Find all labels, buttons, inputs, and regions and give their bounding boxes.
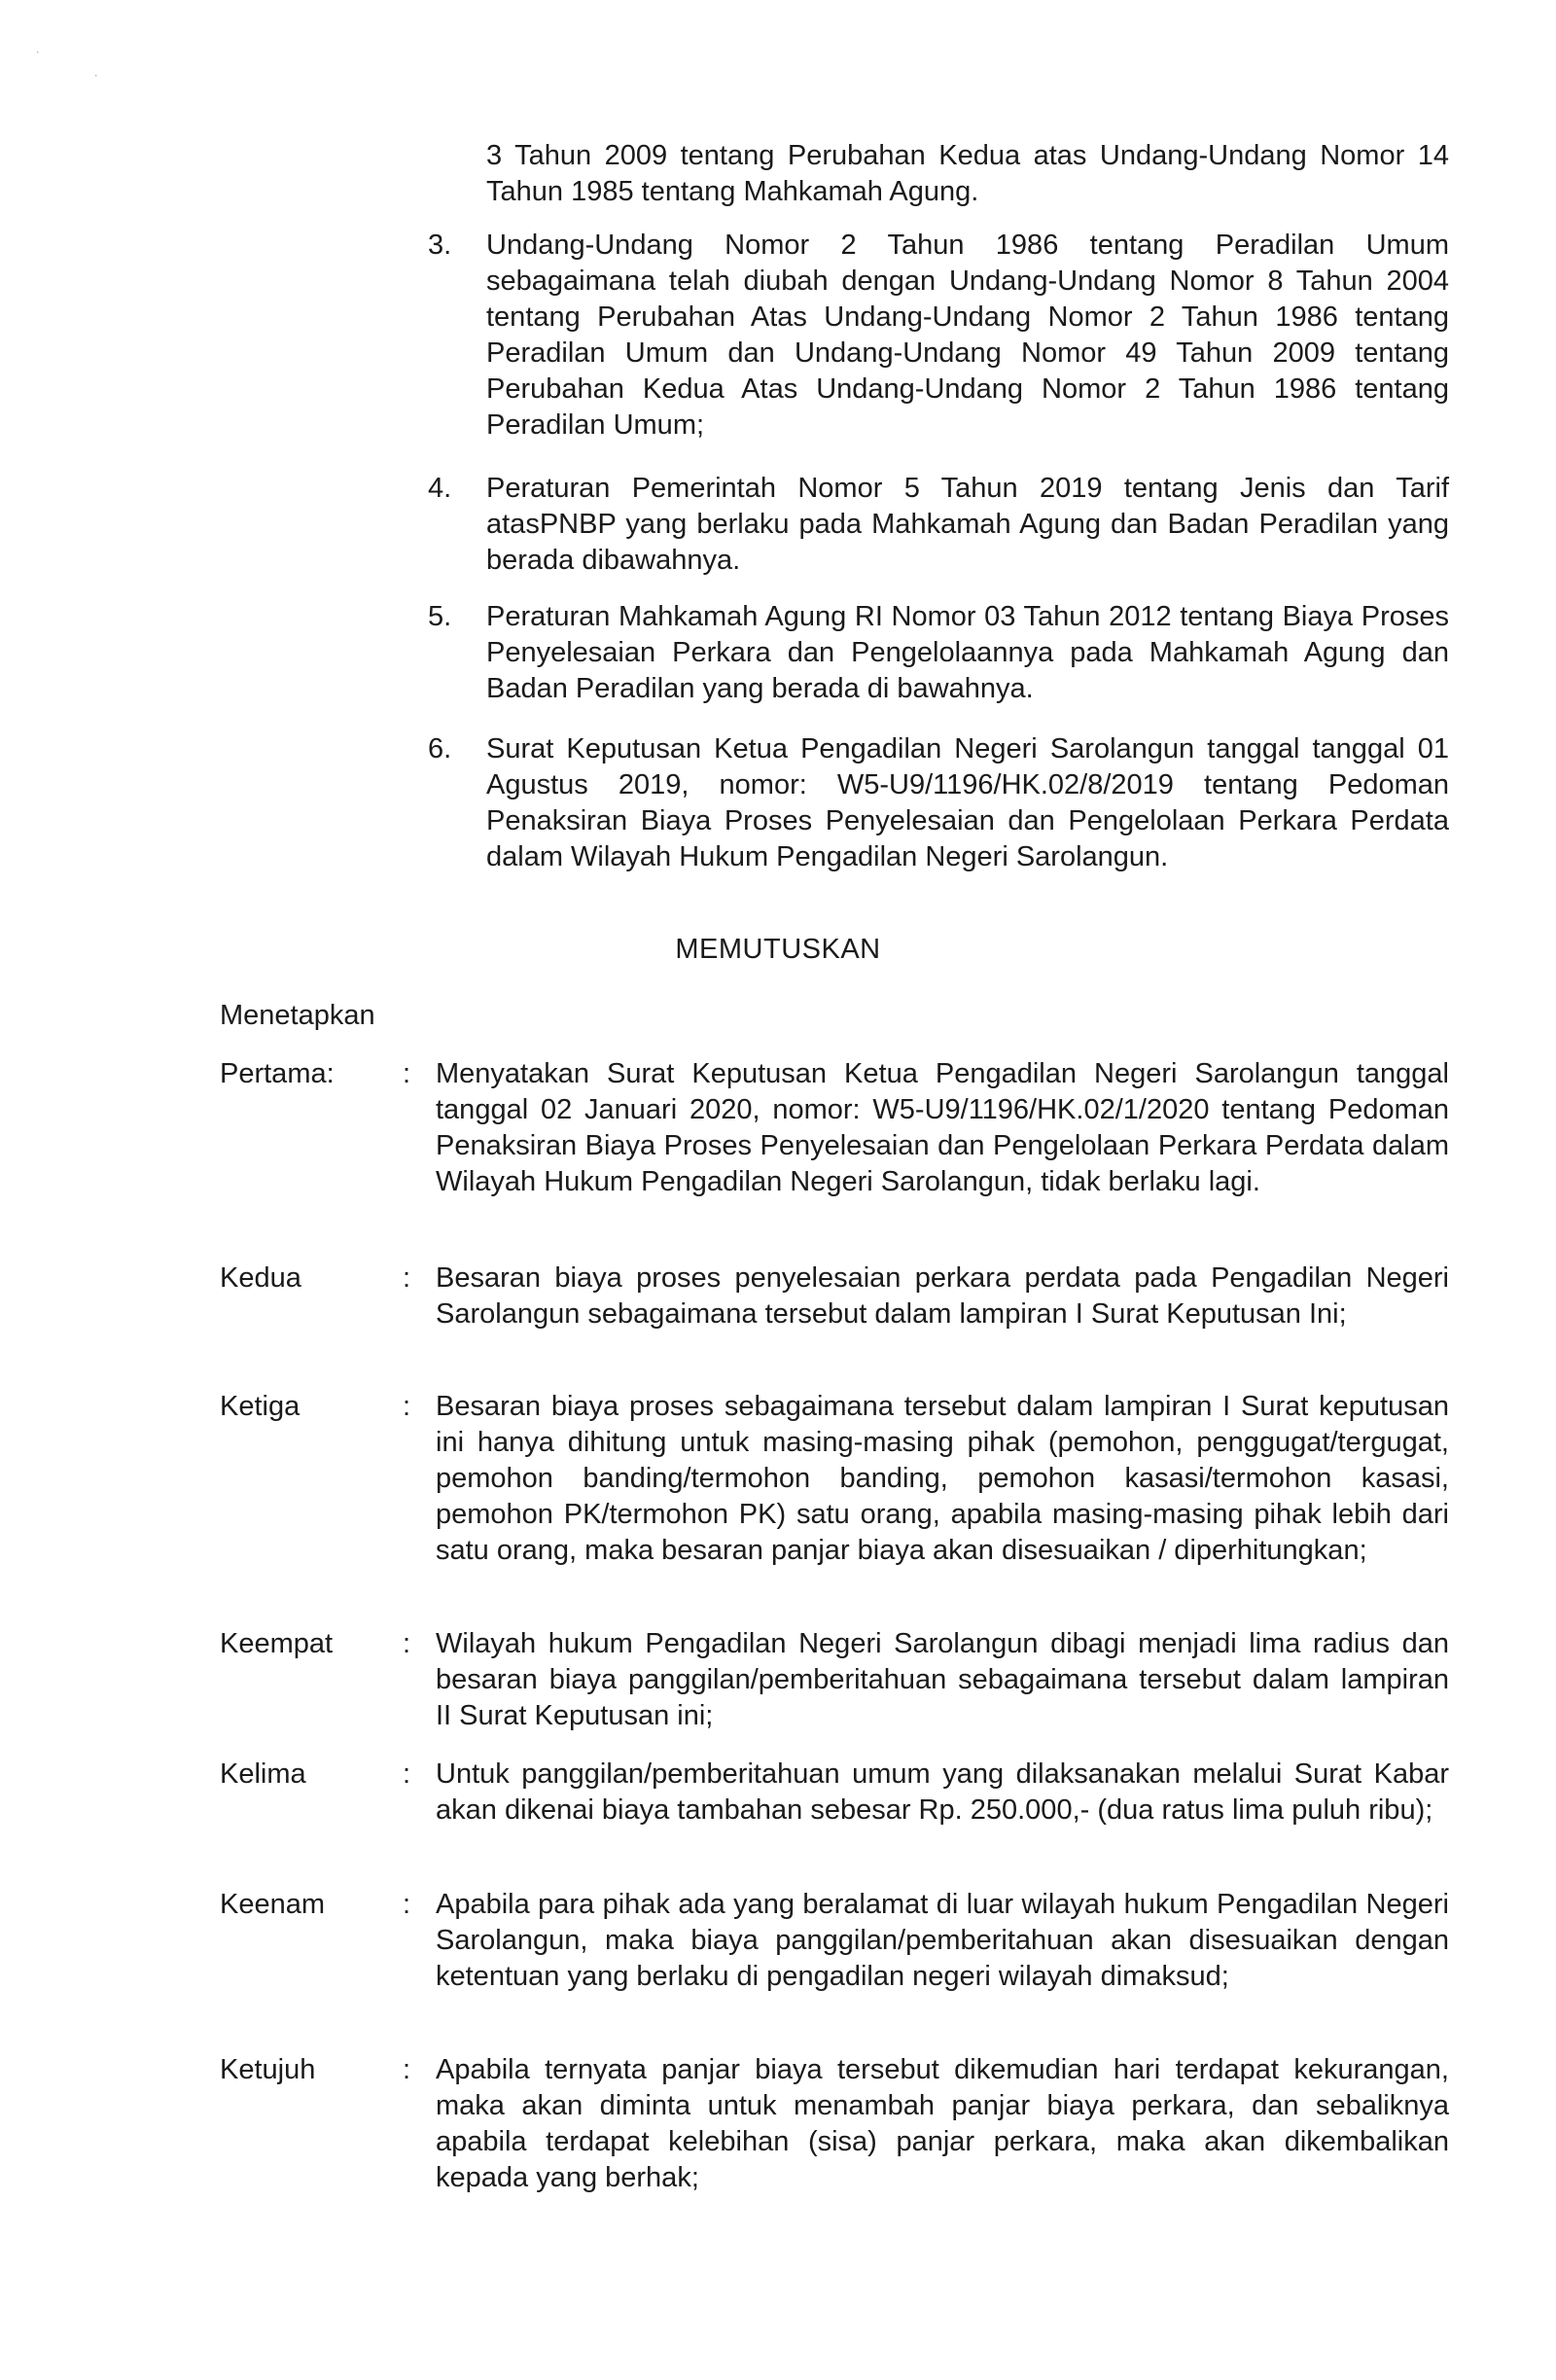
intro-continuation: 3 Tahun 2009 tentang Perubahan Kedua atas Undang-Undang Nomor 14 Tahun 1985 tentang Mahkamah Agung.	[486, 140, 1449, 207]
decision-label: Kedua	[220, 1262, 301, 1294]
scan-speck: ·	[35, 44, 41, 60]
decision-label: Ketujuh	[220, 2054, 316, 2085]
decision-label: Keenam	[220, 1889, 326, 1920]
decision-label: Pertama:	[220, 1058, 335, 1089]
decision-colon: :	[402, 1889, 411, 1920]
decision-colon: :	[402, 1758, 411, 1790]
decision-text: Besaran biaya proses sebagaimana tersebut dalam lampiran I Surat keputusan ini hanya dihitung untuk masing-masing pihak (pemohon, penggugat/tergugat, pemohon banding/termohon banding, pemohon kasasi/termohon kasasi, pemohon PK/termohon PK) satu orang, apabila masing-masing pihak lebih dari satu orang, maka besaran panjar biaya akan disesuaikan / diperhitungkan;	[436, 1391, 1449, 1566]
consideration-text: Peraturan Mahkamah Agung RI Nomor 03 Tahun 2012 tentang Biaya Proses Penyelesaian Perkara dan Pengelolaannya pada Mahkamah Agung dan Badan Peradilan yang berada di bawahnya.	[486, 601, 1449, 704]
decision-colon: :	[402, 2054, 411, 2085]
decision-colon: :	[402, 1262, 411, 1294]
consideration-number: 4.	[428, 473, 452, 504]
consideration-text: Surat Keputusan Ketua Pengadilan Negeri Sarolangun tanggal tanggal 01 Agustus 2019, nomor: W5-U9/1196/HK.02/8/2019 tentang Pedoman Penaksiran Biaya Proses Penyelesaian dan Pengelolaan Perkara Perdata dalam Wilayah Hukum Pengadilan Negeri Sarolangun.	[486, 733, 1449, 872]
decision-text: Wilayah hukum Pengadilan Negeri Sarolangun dibagi menjadi lima radius dan besaran biaya panggilan/pemberitahuan sebagaimana tersebut dalam lampiran II Surat Keputusan ini;	[436, 1628, 1449, 1731]
consideration-number: 5.	[428, 601, 452, 632]
decision-text: Besaran biaya proses penyelesaian perkara perdata pada Pengadilan Negeri Sarolangun sebagaimana tersebut dalam lampiran I Surat Keputusan Ini;	[436, 1262, 1449, 1330]
decision-text: Menyatakan Surat Keputusan Ketua Pengadilan Negeri Sarolangun tanggal tanggal 02 Januari 2020, nomor: W5-U9/1196/HK.02/1/2020 tentang Pedoman Penaksiran Biaya Proses Penyelesaian dan Pengelolaan Perkara Perdata dalam Wilayah Hukum Pengadilan Negeri Sarolangun, tidak berlaku lagi.	[436, 1058, 1449, 1197]
decision-text: Untuk panggilan/pemberitahuan umum yang dilaksanakan melalui Surat Kabar akan dikenai biaya tambahan sebesar Rp. 250.000,- (dua ratus lima puluh ribu);	[436, 1758, 1449, 1826]
menetapkan-label: Menetapkan	[220, 1000, 375, 1031]
decision-colon: :	[402, 1058, 411, 1089]
decision-colon: :	[402, 1628, 411, 1659]
decision-label: Kelima	[220, 1758, 306, 1790]
decision-label: Keempat	[220, 1628, 334, 1659]
consideration-number: 6.	[428, 733, 452, 764]
consideration-text: Undang-Undang Nomor 2 Tahun 1986 tentang Peradilan Umum sebagaimana telah diubah dengan Undang-Undang Nomor 8 Tahun 2004 tentang Perubahan Atas Undang-Undang Nomor 2 Tahun 1986 tentang Peradilan Umum dan Undang-Undang Nomor 49 Tahun 2009 tentang Perubahan Kedua Atas Undang-Undang Nomor 2 Tahun 1986 tentang Peradilan Umum;	[486, 230, 1449, 441]
consideration-number: 3.	[428, 230, 452, 261]
decision-text: Apabila ternyata panjar biaya tersebut dikemudian hari terdapat kekurangan, maka akan diminta untuk menambah panjar biaya perkara, dan sebaliknya apabila terdapat kelebihan (sisa) panjar perkara, maka akan dikembalikan kepada yang berhak;	[436, 2054, 1449, 2193]
decision-text: Apabila para pihak ada yang beralamat di luar wilayah hukum Pengadilan Negeri Sarolangun, maka biaya panggilan/pemberitahuan akan disesuaikan dengan ketentuan yang berlaku di pengadilan negeri wilayah dimaksud;	[436, 1889, 1449, 1992]
scan-speck: ·	[93, 67, 99, 84]
decision-heading: MEMUTUSKAN	[675, 934, 881, 965]
consideration-text: Peraturan Pemerintah Nomor 5 Tahun 2019 tentang Jenis dan Tarif atasPNBP yang berlaku pada Mahkamah Agung dan Badan Peradilan yang berada dibawahnya.	[486, 473, 1449, 576]
decision-colon: :	[402, 1391, 411, 1422]
decision-label: Ketiga	[220, 1391, 301, 1422]
